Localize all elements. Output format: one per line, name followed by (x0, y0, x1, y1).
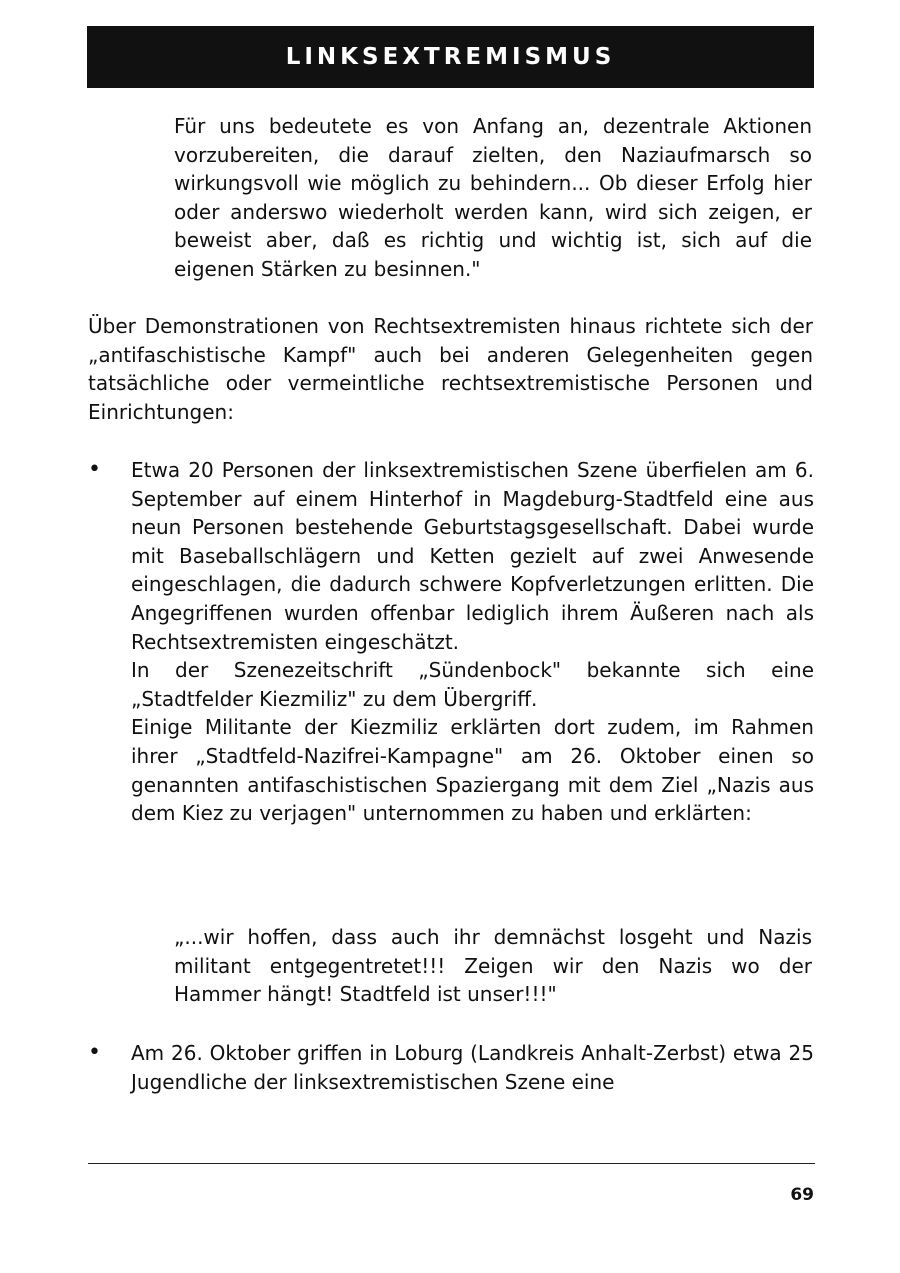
section-header-bar (87, 26, 814, 88)
bullet-item-2: Am 26. Oktober griffen in Loburg (Landkreis Anhalt-Zerbst) etwa 25 Jugendliche der linksextremistischen Szene eine (131, 1041, 814, 1094)
bullet-item-1 (131, 456, 814, 828)
bullet-marker: • (88, 457, 101, 482)
footer-divider (88, 1163, 815, 1164)
intro-paragraph: Über Demonstrationen von Rechtsextremisten hinaus richtete sich der „antifaschistische Kampf" auch bei anderen Gelegenheiten gegen tatsächliche oder vermeintliche rechtsextremistische Personen und Einrichtungen: (88, 314, 813, 424)
section-title: LINKSEXTREMISMUS (285, 44, 616, 70)
bullet-1-paragraph-1: Etwa 20 Personen der linksextremistischen Szene überfielen am 6. September auf einem Hinterhof in Magdeburg-Stadtfeld eine aus neun Personen bestehende Geburtstagsgesellschaft. Dabei wurde mit Baseballschlägern und Ketten gezielt auf zwei Anwesende eingeschlagen, die dadurch schwere Kopfverletzungen erlitten. Die Angegriffenen wurden offenbar lediglich ihrem Äußeren nach als Rechtsextremisten eingeschätzt. (131, 458, 814, 654)
quote-paragraph-top: Für uns bedeutete es von Anfang an, dezentrale Aktionen vorzubereiten, die darauf zielten, den Naziaufmarsch so wirkungsvoll wie möglich zu behindern... Ob dieser Erfolg hier oder anderswo wiederholt werden kann, wird sich zeigen, er beweist aber, daß es richtig und wichtig ist, sich auf die eigenen Stärken zu besinnen." (174, 114, 812, 281)
bullet-1-paragraph-3: Einige Militante der Kiezmiliz erklärten dort zudem, im Rahmen ihrer „Stadtfeld-Nazifrei-Kampagne" am 26. Oktober einen so genannten antifaschistischen Spaziergang mit dem Ziel „Nazis aus dem Kiez zu verjagen" unternommen zu haben und erklärten: (131, 715, 814, 826)
bullet-1-paragraph-2: In der Szenezeitschrift „Sündenbock" bekannte sich eine „Stadtfelder Kiezmiliz" zu dem Übergriff. (131, 658, 814, 711)
page-number: 69 (790, 1185, 814, 1205)
bullet-marker: • (88, 1040, 101, 1065)
quote-paragraph-militant: „...wir hoffen, dass auch ihr demnächst losgeht und Nazis militant entgegentretet!!! Zeigen wir den Nazis wo der Hammer hängt! Stadtfeld ist unser!!!" (174, 925, 812, 1007)
